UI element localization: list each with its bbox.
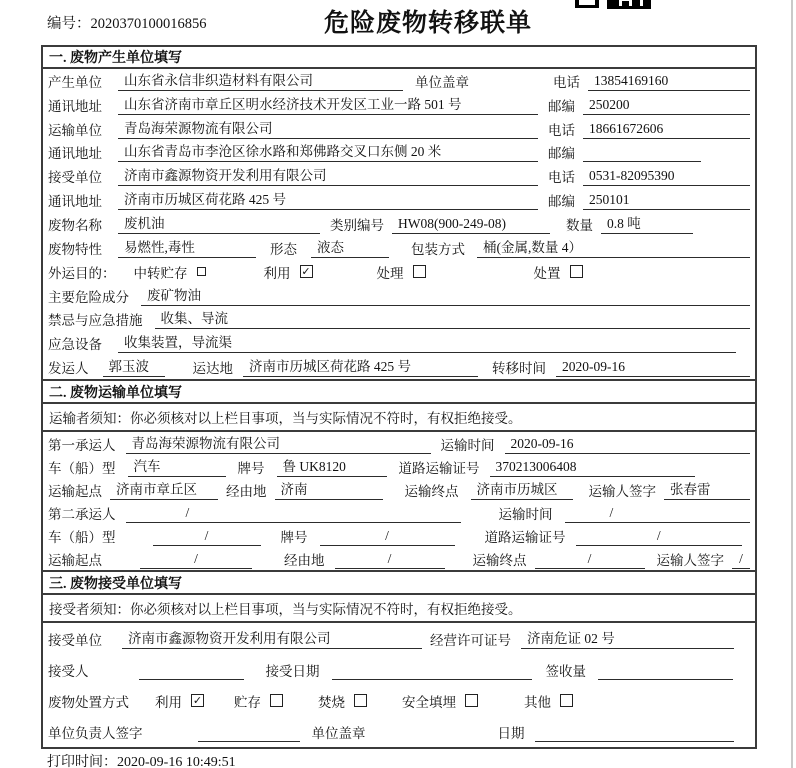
receive-unit-value: 济南市鑫源物资开发利用有限公司: [118, 166, 538, 186]
transport-unit-label: 运输单位: [48, 122, 102, 138]
emergency-equipment-label: 应急设备: [48, 337, 102, 353]
hazard-components-value: 废矿物油: [141, 286, 750, 306]
waste-props-row: [43, 236, 755, 260]
transport-time2-label: 运输时间: [498, 506, 553, 522]
transport-address-value: 山东省青岛市李沧区徐水路和郑佛路交叉口东侧 20 米: [118, 142, 538, 162]
transport-unit-value: 青岛海荣源物流有限公司: [118, 119, 538, 139]
second-carrier-label: 第二承运人: [48, 506, 116, 522]
page-title: 危险废物转移联单: [323, 10, 532, 37]
dispatch-row: [43, 355, 755, 379]
producer-unit-value: 山东省永信非织造材料有限公司: [118, 71, 403, 91]
checkbox-dispose: [570, 265, 583, 278]
first-carrier-value: 青岛海荣源物流有限公司: [126, 434, 431, 454]
receive-zip-value: 250101: [583, 190, 750, 210]
transport-time2-value: /: [565, 503, 751, 523]
print-time: [47, 751, 236, 768]
section3-heading: 三. 废物接受单位填写: [43, 570, 755, 595]
first-carrier-row: [43, 432, 755, 455]
vehicle2-plate-label: 牌号: [280, 529, 308, 545]
route2-end-value: /: [535, 549, 645, 569]
producer-zip-value: 250200: [583, 95, 750, 115]
receive-unit-row: [43, 164, 755, 188]
road-permit2-label: 道路运输证号: [484, 529, 566, 545]
manifest-form-table: [41, 45, 757, 749]
transport-unit-row: [43, 117, 755, 141]
transport-zip-label: 邮编: [548, 146, 575, 162]
outbound-purpose-row: [43, 260, 755, 284]
signoff-row: [43, 716, 755, 747]
acceptor-row: [43, 654, 755, 685]
purpose-treat-label: 处理: [376, 265, 404, 281]
producer-phone-value: 13854169160: [588, 71, 750, 91]
road-permit1-label: 道路运输证号: [398, 460, 480, 476]
checkbox-disposal-other: [560, 694, 573, 707]
section3-notice: 接受者须知：你必须核对以上栏目事项，当与实际情况不符时，有权拒绝接受。: [43, 595, 755, 623]
receiver-unit-value: 济南市鑫源物资开发利用有限公司: [122, 629, 422, 649]
checkbox-disposal-incinerate: [354, 694, 367, 707]
producer-unit-label: 产生单位: [48, 74, 102, 90]
receipt-qty-label: 签收量: [545, 663, 586, 679]
receive-address-label: 通讯地址: [48, 194, 102, 210]
producer-zip-label: 邮编: [548, 98, 575, 114]
waste-category-value: HW08(900-249-08): [392, 214, 550, 234]
disposal-landfill-label: 安全填埋: [402, 694, 456, 710]
receive-phone-label: 电话: [548, 170, 575, 186]
road-permit2-value: /: [576, 526, 743, 546]
vehicle2-type-label: 车（船）型: [48, 529, 116, 545]
receiver-unit-row: [43, 623, 755, 654]
packing-label: 包装方式: [411, 241, 465, 257]
route2-row: [43, 547, 755, 570]
print-time-label: 打印时间：: [47, 755, 117, 768]
waste-props-value: 易燃性,毒性: [118, 238, 256, 258]
route1-end-label: 运输终点: [404, 483, 459, 499]
outbound-purpose-label: 外运目的：: [48, 265, 116, 281]
producer-address-label: 通讯地址: [48, 98, 102, 114]
emergency-measures-row: [43, 307, 755, 331]
purpose-utilize-label: 利用: [263, 265, 291, 281]
route1-row: [43, 478, 755, 501]
producer-address-row: [43, 93, 755, 117]
route1-via-value: 济南: [275, 480, 383, 500]
waste-name-label: 废物名称: [48, 217, 102, 233]
route1-sign-label: 运输人签字: [588, 483, 656, 499]
acceptor-value: [139, 660, 244, 680]
vehicle1-type-value: 汽车: [128, 457, 226, 477]
accept-date-label: 接受日期: [265, 663, 320, 679]
transfer-time-label: 转移时间: [492, 361, 546, 377]
route2-sign-value: /: [732, 549, 750, 569]
second-carrier-row: [43, 501, 755, 524]
packing-value: 桶(金属,数量 4）: [477, 238, 750, 258]
disposal-utilize-label: 利用: [155, 694, 182, 710]
checkbox-disposal-utilize: ✓: [192, 694, 203, 707]
transport-time1-label: 运输时间: [440, 437, 495, 453]
vehicle1-row: [43, 455, 755, 478]
transport-phone-label: 电话: [548, 122, 575, 138]
waste-category-label: 类别编号: [330, 217, 384, 233]
checkbox-treat: [413, 265, 426, 278]
route1-via-label: 经由地: [226, 483, 267, 499]
destination-label: 运达地: [192, 361, 233, 377]
waste-qty-label: 数量: [566, 217, 593, 233]
route2-sign-label: 运输人签字: [656, 552, 724, 568]
disposal-incinerate-label: 焚烧: [318, 694, 345, 710]
route1-end-value: 济南市历城区: [471, 480, 573, 500]
signoff-date-label: 日期: [497, 725, 525, 741]
section2-notice: 运输者须知：你必须核对以上栏目事项，当与实际情况不符时，有权拒绝接受。: [43, 404, 755, 432]
receive-address-value: 济南市历城区荷花路 425 号: [118, 190, 538, 210]
waste-props-label: 废物特性: [48, 241, 102, 257]
emergency-equipment-row: [43, 331, 755, 355]
disposal-method-label: 废物处置方式: [48, 694, 129, 710]
section1-body: [43, 69, 755, 379]
waste-qty-value: 0.8 吨: [601, 214, 693, 234]
vehicle2-plate-value: /: [320, 526, 455, 546]
checkbox-transfer-storage: [197, 267, 206, 276]
disposal-other-label: 其他: [524, 694, 551, 710]
emergency-measures-label: 禁忌与应急措施: [48, 313, 143, 329]
checkbox-disposal-landfill: [465, 694, 478, 707]
dispatcher-label: 发运人: [48, 361, 89, 377]
purpose-dispose-label: 处置: [533, 265, 561, 281]
checkbox-utilize: ✓: [301, 265, 311, 279]
second-carrier-value: /: [126, 503, 461, 523]
hazard-components-label: 主要危险成分: [48, 289, 129, 305]
unit-seal-label: 单位盖章: [415, 74, 469, 90]
qr-stamp-fragment: [575, 0, 653, 9]
waste-form-value: 液态: [311, 238, 389, 258]
vehicle1-plate-label: 牌号: [237, 460, 265, 476]
signoff-date-value: [535, 722, 735, 742]
section1-heading: 一. 废物产生单位填写: [43, 47, 755, 69]
section2-body: [43, 432, 755, 570]
license-value: 济南危证 02 号: [521, 629, 734, 649]
section2-heading: 二. 废物运输单位填写: [43, 379, 755, 404]
purpose-transfer-storage-label: 中转贮存: [133, 265, 188, 281]
license-label: 经营许可证号: [430, 632, 511, 648]
emergency-equipment-value: 收集装置，导流渠: [118, 333, 736, 353]
unit-seal2-label: 单位盖章: [311, 725, 366, 741]
receive-unit-label: 接受单位: [48, 170, 102, 186]
vehicle2-type-value: /: [153, 526, 261, 546]
producer-unit-row: [43, 69, 755, 93]
serial-value: 2020370100016856: [90, 16, 207, 32]
producer-phone-label: 电话: [553, 74, 580, 90]
responsible-sign-label: 单位负责人签字: [48, 725, 143, 741]
producer-address-value: 山东省济南市章丘区明水经济技术开发区工业一路 501 号: [118, 95, 538, 115]
vehicle1-plate-value: 鲁 UK8120: [277, 457, 387, 477]
route2-start-label: 运输起点: [48, 552, 102, 568]
route1-start-label: 运输起点: [48, 483, 102, 499]
destination-value: 济南市历城区荷花路 425 号: [243, 357, 478, 377]
transport-address-label: 通讯地址: [48, 146, 102, 162]
transport-address-row: [43, 141, 755, 165]
emergency-measures-value: 收集、导流: [155, 309, 751, 329]
transport-phone-value: 18661672606: [583, 119, 750, 139]
receive-zip-label: 邮编: [548, 194, 575, 210]
route2-end-label: 运输终点: [472, 552, 527, 568]
serial-label: 编号：: [47, 16, 91, 32]
route2-start-value: /: [140, 549, 252, 569]
vehicle2-row: [43, 524, 755, 547]
route2-via-label: 经由地: [284, 552, 325, 568]
accept-date-value: [332, 660, 532, 680]
dispatcher-value: 郭玉波: [103, 357, 165, 377]
checkbox-disposal-store: [270, 694, 283, 707]
transfer-time-value: 2020-09-16: [556, 357, 750, 377]
road-permit1-value: 370213006408: [490, 457, 695, 477]
receive-phone-value: 0531-82095390: [583, 166, 750, 186]
section3-body: [43, 623, 755, 747]
first-carrier-label: 第一承运人: [48, 437, 116, 453]
transport-zip-value: [583, 142, 701, 162]
disposal-store-label: 贮存: [234, 694, 261, 710]
waste-form-label: 形态: [270, 241, 297, 257]
vehicle1-type-label: 车（船）型: [48, 460, 116, 476]
route1-sign-value: 张春雷: [664, 480, 750, 500]
receiver-unit-label: 接受单位: [48, 632, 102, 648]
page-edge-line: [791, 0, 793, 768]
hazard-components-row: [43, 284, 755, 308]
waste-name-value: 废机油: [118, 214, 320, 234]
acceptor-label: 接受人: [48, 663, 89, 679]
responsible-sign-value: [198, 722, 300, 742]
route2-via-value: /: [335, 549, 445, 569]
receipt-qty-value: [598, 660, 733, 680]
disposal-method-row: [43, 685, 755, 716]
waste-name-row: [43, 212, 755, 236]
receive-address-row: [43, 188, 755, 212]
route1-start-value: 济南市章丘区: [110, 480, 218, 500]
print-time-value: 2020-09-16 10:49:51: [117, 755, 236, 768]
transport-time1-value: 2020-09-16: [505, 434, 751, 454]
